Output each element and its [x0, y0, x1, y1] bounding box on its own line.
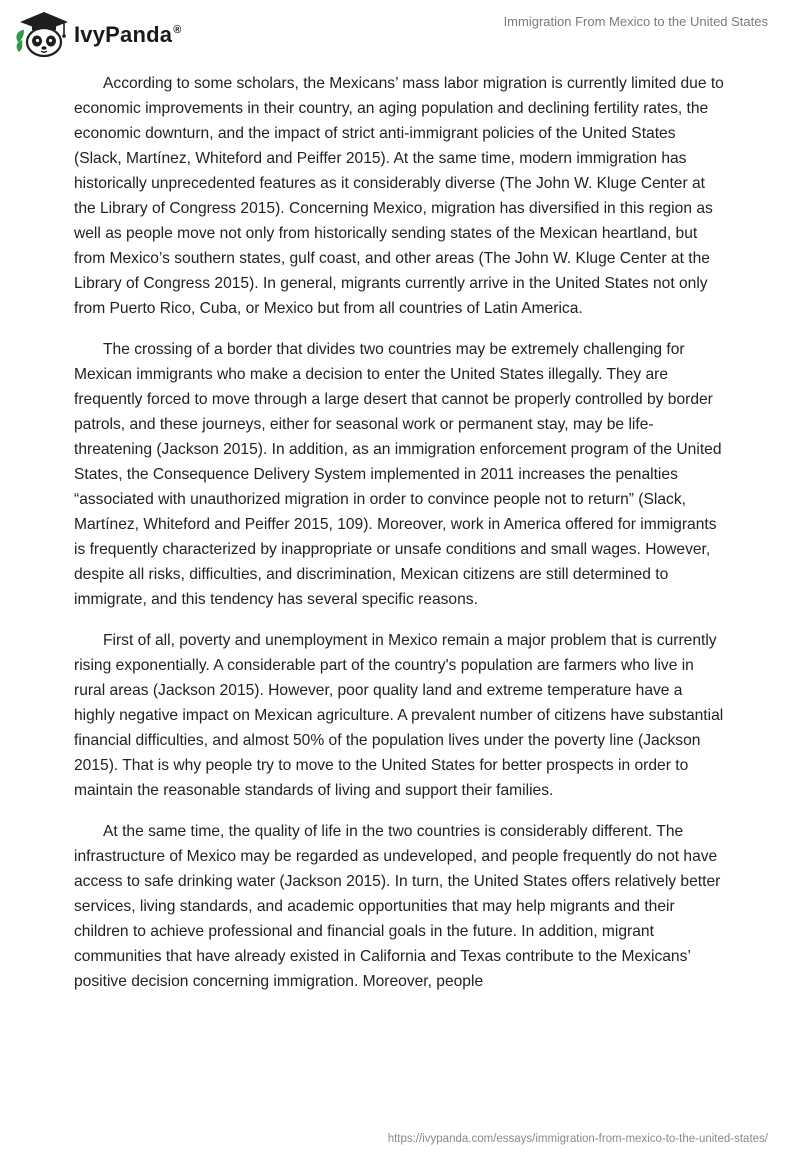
source-url[interactable]: https://ivypanda.com/essays/immigration-from-mexico-to-the-united-states/ [387, 1133, 768, 1145]
brand-logo[interactable] [14, 8, 182, 58]
registered-mark: ® [173, 24, 182, 36]
brand-name: IvyPanda® [74, 22, 182, 47]
paragraph-4: At the same time, the quality of life in the two countries is considerably different. The infrastructure of Mexico may be regarded as undeveloped, and people frequently do not have access to safe drinking water (Jackson 2015). In turn, the United States offers relatively better services, living standards, and academic opportunities that may help migrants and their children to achieve professional and financial goals in the future. In addition, migrant communities that have already existed in California and Texas contribute to the Mexicans’ positive decision concerning immigration. Moreover, people [74, 823, 721, 990]
paragraph-3: First of all, poverty and unemployment in Mexico remain a major problem that is currently rising exponentially. A considerable part of the country's population are farmers who live in rural areas (Jackson 2015). However, poor quality land and extreme temperature have a highly negative impact on Mexican agriculture. A prevalent number of citizens have substantial financial difficulties, and almost 50% of the population lives under the poverty line (Jackson 2015). That is why people try to move to the United States for better prospects in order to maintain the reasonable standards of living and support their families. [74, 632, 724, 799]
document-title: Immigration From Mexico to the United States [503, 14, 768, 29]
paragraph-2: The crossing of a border that divides two countries may be extremely challenging for Mexican immigrants who make a decision to enter the United States illegally. They are frequently forced to move through a large desert that cannot be properly controlled by border patrols, and these journeys, either for seasonal work or permanent stay, may be life-threatening (Jackson 2015). In addition, as an immigration enforcement program of the United States, the Consequence Delivery System implemented in 2011 increases the penalties “associated with unauthorized migration in order to convince people not to return” (Slack, Martínez, Whiteford and Peiffer 2015, 109). Moreover, work in America offered for immigrants is frequently characterized by inappropriate or unsafe conditions and small wages. However, despite all risks, difficulties, and discrimination, Mexican citizens are still determined to immigrate, and this tendency has several specific reasons. [74, 341, 722, 608]
paragraph-1: According to some scholars, the Mexicans’ mass labor migration is currently limited due to economic improvements in their country, an aging population and declining fertility rates, the economic downturn, and the impact of strict anti-immigrant policies of the United States (Slack, Martínez, Whiteford and Peiffer 2015). At the same time, modern immigration has historically unprecedented features as it considerably diverse (The John W. Kluge Center at the Library of Congress 2015). Concerning Mexico, migration has diversified in this region as well as people move not only from historically sending states of the Mexican heartland, but from Mexico’s southern states, gulf coast, and other areas (The John W. Kluge Center at the Library of Congress 2015). In general, migrants currently arrive in the United States not only from Puerto Rico, Cuba, or Mexico but from all countries of Latin America. [74, 75, 724, 317]
page-header [0, 0, 800, 64]
essay-body [74, 71, 724, 1010]
panda-graduate-icon [14, 8, 70, 58]
